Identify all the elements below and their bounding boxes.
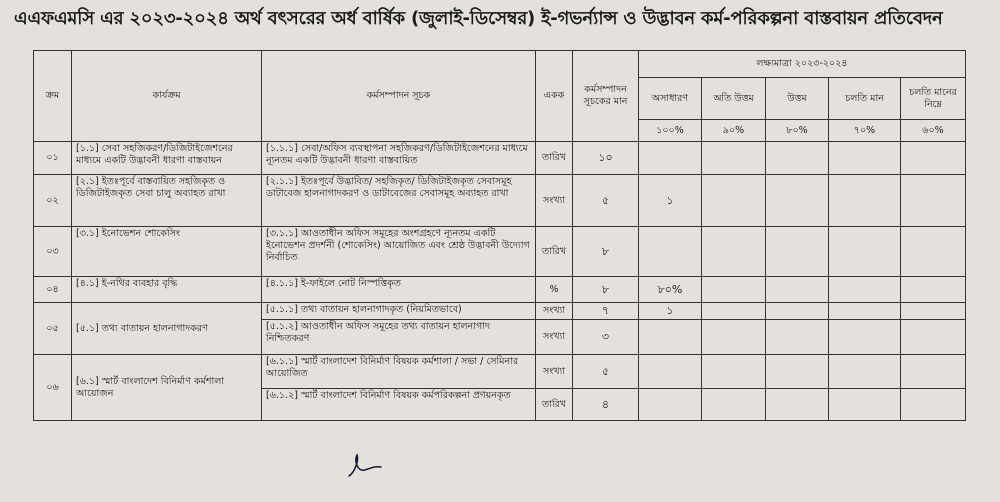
row-very-good: [702, 389, 766, 421]
row-indicator: [৫.১.১] তথ্য বাতায়ন হালনাগাদকৃত (নিয়মিতভাবে): [262, 303, 536, 320]
row-current: [829, 142, 901, 175]
row-good: [766, 227, 829, 277]
col-header-weight: কর্মসম্পাদন সূচকের মান: [573, 51, 639, 142]
col-header-unit: একক: [536, 51, 573, 142]
row-indicator: [৪.১.১] ই-ফাইলে নোট নিস্পত্তিকৃত: [262, 277, 536, 303]
row-indicator: [১.১.১] সেবা/অফিস ব্যবস্থাপনা সহজিকরণ/ডিজিটাইজেশনের মাধ্যমে ন্যূনতম একটি উদ্ভাবনী ধারণা বাস্তবায়িত: [262, 142, 536, 175]
action-plan-table: [33, 50, 966, 421]
table-row: [34, 277, 966, 303]
row-below-current: [901, 389, 966, 421]
row-activity: [৬.১] স্মার্ট বাংলাদেশ বিনির্মাণ কর্মশালা আয়োজন: [72, 355, 262, 421]
table-row: [34, 142, 966, 175]
row-unit: তারিখ: [536, 142, 573, 175]
table-row: [34, 227, 966, 277]
report-title: এএফএমসি এর ২০২৩-২০২৪ অর্থ বৎসরের অর্ধ বার্ষিক (জুলাই-ডিসেম্বর) ই-গভর্ন্যান্স ও উদ্ভাবন কর্ম-পরিকল্পনা বাস্তবায়ন প্রতিবেদন: [14, 8, 943, 29]
row-activity: [৩.১] ইনোভেশন শোকেসিং: [72, 227, 262, 277]
row-good: [766, 142, 829, 175]
row-current: [829, 277, 901, 303]
row-weight: ৪: [573, 389, 639, 421]
row-current: [829, 303, 901, 320]
row-weight: ৩: [573, 320, 639, 355]
row-activity: [১.১] সেবা সহজিকরণ/ডিজিটাইজেশনের মাধ্যমে একটি উদ্ভাবনী ধারণা বাস্তবায়ন: [72, 142, 262, 175]
row-outstanding: [639, 355, 702, 389]
row-unit: সংখ্যা: [536, 355, 573, 389]
row-serial: ০৫: [34, 303, 72, 355]
percent-outstanding: ১০০%: [639, 120, 702, 142]
row-current: [829, 389, 901, 421]
row-very-good: [702, 227, 766, 277]
col-header-level-good: উত্তম: [766, 78, 829, 120]
col-header-level-very-good: অতি উত্তম: [702, 78, 766, 120]
row-outstanding: [639, 320, 702, 355]
row-serial: ০২: [34, 175, 72, 227]
row-serial: ০১: [34, 142, 72, 175]
header-row-1: [34, 51, 966, 78]
row-very-good: [702, 303, 766, 320]
row-below-current: [901, 277, 966, 303]
row-current: [829, 227, 901, 277]
row-outstanding: [639, 142, 702, 175]
percent-current: ৭০%: [829, 120, 901, 142]
row-below-current: [901, 175, 966, 227]
row-very-good: [702, 355, 766, 389]
row-very-good: [702, 175, 766, 227]
row-unit: %: [536, 277, 573, 303]
row-indicator: [৩.১.১] আওতাধীন অফিস সমূহের অংশগ্রহণে ন্যূনতম একটি ইনোভেশন প্রদর্শনী (শোকেসিং) আয়োজিত এবং শ্রেষ্ঠ উদ্ভাবনী উদ্যোগ নির্বাচিত: [262, 227, 536, 277]
col-header-level-outstanding: অসাধারণ: [639, 78, 702, 120]
row-serial: ০৩: [34, 227, 72, 277]
table-row: [34, 303, 966, 320]
row-unit: সংখ্যা: [536, 303, 573, 320]
percent-below-current: ৬০%: [901, 120, 966, 142]
row-very-good: [702, 142, 766, 175]
row-good: [766, 277, 829, 303]
row-below-current: [901, 142, 966, 175]
row-below-current: [901, 303, 966, 320]
row-activity: [২.১] ইতঃপূর্বে বাস্তবায়িত সহজিকৃত ও ডিজিটাইজকৃত সেবা চালু অব্যাহত রাখা: [72, 175, 262, 227]
signature-mark: [345, 450, 385, 480]
row-indicator: [৫.১.২] আওতাধীন অফিস সমূহের তথ্য বাতায়ন হালনাগাদ নিশ্চিতকরণ: [262, 320, 536, 355]
row-weight: ৫: [573, 355, 639, 389]
row-unit: সংখ্যা: [536, 175, 573, 227]
row-serial: ০৬: [34, 355, 72, 421]
row-outstanding: ১: [639, 175, 702, 227]
row-weight: ১০: [573, 142, 639, 175]
row-outstanding: ১: [639, 303, 702, 320]
row-activity: [৫.১] তথ্য বাতায়ন হালনাগাদকরণ: [72, 303, 262, 355]
row-outstanding: [639, 227, 702, 277]
percent-good: ৮০%: [766, 120, 829, 142]
row-weight: ৫: [573, 175, 639, 227]
row-outstanding: ৮০%: [639, 277, 702, 303]
col-header-serial: ক্রম: [34, 51, 72, 142]
percent-very-good: ৯০%: [702, 120, 766, 142]
col-header-level-below-current: চলতি মানের নিম্নে: [901, 78, 966, 120]
row-good: [766, 320, 829, 355]
row-good: [766, 303, 829, 320]
col-header-activity: কার্যক্রম: [72, 51, 262, 142]
row-outstanding: [639, 389, 702, 421]
col-header-level-current: চলতি মান: [829, 78, 901, 120]
row-good: [766, 175, 829, 227]
row-activity: [৪.১] ই-নথির ব্যবহার বৃদ্ধি: [72, 277, 262, 303]
row-very-good: [702, 320, 766, 355]
col-header-target: লক্ষ্যমাত্রা ২০২৩-২০২৪: [639, 51, 966, 78]
row-indicator: [৬.১.১] স্মার্ট বাংলাদেশ বিনির্মাণ বিষয়ক কর্মশালা / সভা / সেমিনার আয়োজিত: [262, 355, 536, 389]
row-current: [829, 175, 901, 227]
row-unit: তারিখ: [536, 389, 573, 421]
row-unit: তারিখ: [536, 227, 573, 277]
row-serial: ০৪: [34, 277, 72, 303]
table-row: [34, 175, 966, 227]
row-good: [766, 389, 829, 421]
row-weight: ৮: [573, 277, 639, 303]
table-row: [34, 355, 966, 389]
row-current: [829, 320, 901, 355]
row-weight: ৮: [573, 227, 639, 277]
row-below-current: [901, 227, 966, 277]
row-below-current: [901, 320, 966, 355]
row-very-good: [702, 277, 766, 303]
row-weight: ৭: [573, 303, 639, 320]
row-below-current: [901, 355, 966, 389]
row-indicator: [২.১.১] ইতঃপূর্বে উদ্ভাবিত/ সহজিকৃত/ ডিজিটাইজকৃত সেবাসমূহ ডাটাবেজ হালনাগাদকরণ ও ডাটাবেজের সেবাসমূহ অব্যাহত রাখা: [262, 175, 536, 227]
row-current: [829, 355, 901, 389]
row-good: [766, 355, 829, 389]
col-header-indicator: কর্মসম্পাদন সূচক: [262, 51, 536, 142]
row-unit: সংখ্যা: [536, 320, 573, 355]
row-indicator: [৬.১.২] স্মার্ট বাংলাদেশ বিনির্মাণ বিষয়ক কর্মপরিকল্পনা প্রণয়নকৃত: [262, 389, 536, 421]
